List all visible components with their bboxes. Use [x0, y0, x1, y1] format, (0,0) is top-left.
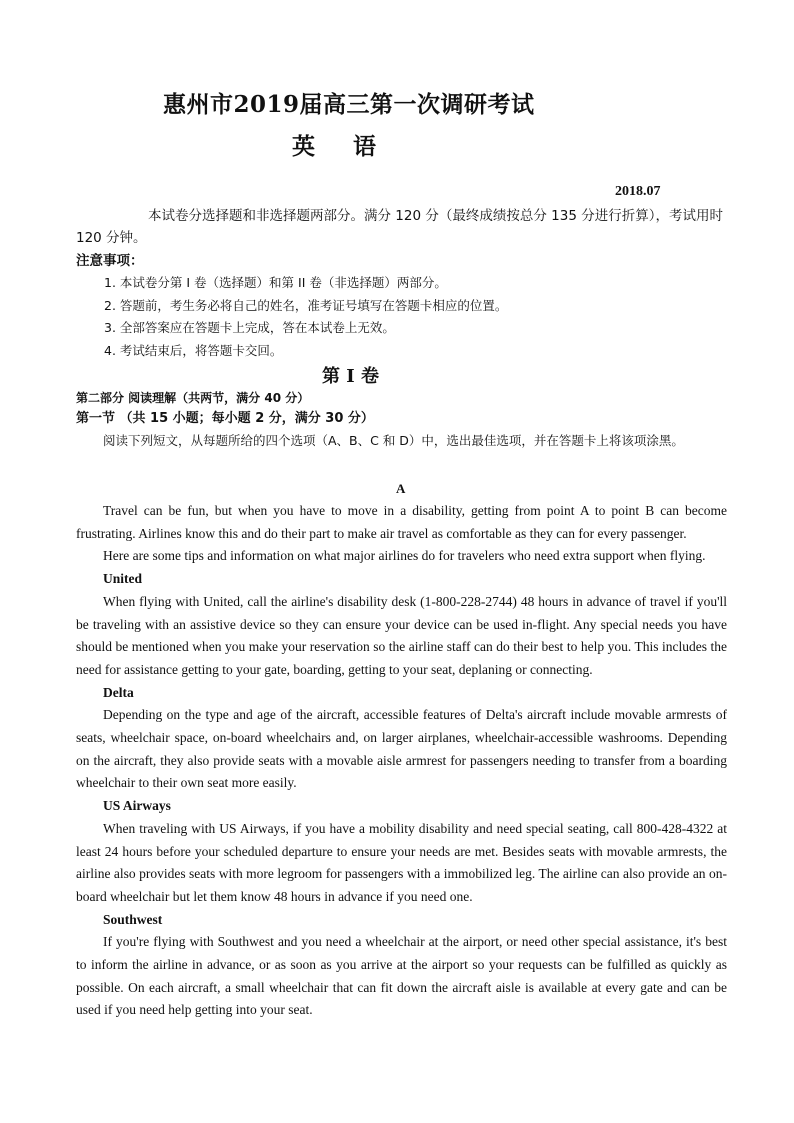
passage-paragraph: Travel can be fun, but when you have to move in a disability, getting from point A to point B can become frustrating. Airlines know this and do their part to make air travel as comfortable as they can for every passenger.: [76, 503, 727, 541]
instructions-text: 阅读下列短文，从每题所给的四个选项（A、B、C 和 D）中，选出最佳选项，并在答题卡上将该项涂黑。: [103, 433, 684, 448]
exam-title: 惠州市2019届高三第一次调研考试: [163, 91, 535, 118]
section-header-block: [76, 388, 727, 453]
exam-date: 2018.07: [615, 184, 661, 199]
subject-title: [292, 128, 376, 161]
intro-block: [76, 205, 727, 249]
part-title: 第二部分 阅读理解（共两节，满分 40 分）: [76, 391, 310, 405]
airline-heading-us-airways: US Airways: [103, 798, 171, 814]
notice-item: 3. 全部答案应在答题卡上完成，答在本试卷上无效。: [104, 320, 395, 335]
subject-char-1: 英: [292, 133, 315, 160]
passage-body: [76, 500, 727, 1022]
notice-item: 1. 本试卷分第 I 卷（选择题）和第 II 卷（非选择题）两部分。: [104, 275, 447, 290]
intro-text: 本试卷分选择题和非选择题两部分。满分 120 分（最终成绩按总分 135 分进行折算），考试用时 120 分钟。: [76, 208, 723, 246]
notice-item: 4. 考试结束后，将答题卡交回。: [104, 342, 283, 358]
airline-paragraph-delta: Depending on the type and age of the aircraft, accessible features of Delta's aircraft include movable armrests of seats, wheelchair space, on-board wheelchairs and, on larger airplanes, wheelchair-accessible washrooms. Depending on the aircraft, they also provide seats with a movable aisle armrest for passengers needing to transfer from a boarding wheelchair to their own seat more easily.: [76, 707, 727, 791]
airline-paragraph-us-airways: When traveling with US Airways, if you have a mobility disability and need special seating, call 800-428-4322 at least 24 hours before your scheduled departure to ensure your needs are met. Besides seats with movable armrests, the airline also provides seats with more legroom for passengers with a immobilized leg. The airline can also provide an on-board wheelchair but let them know 48 hours in advance if you need one.: [76, 820, 727, 904]
section-title: 第一节 （共 15 小题；每小题 2 分，满分 30 分）: [76, 411, 374, 426]
subject-char-2: 语: [353, 133, 376, 160]
airline-paragraph-southwest: If you're flying with Southwest and you need a wheelchair at the airport, or need other special assistance, it's best to inform the airline in advance, or as soon as you arrive at the airport so your requests can be fulfilled as quickly as possible. On each aircraft, a small wheelchair that can fit down the aircraft aisle is available at every gate and can be used if you need help getting into your seat.: [76, 934, 727, 1018]
airline-paragraph-united: When flying with United, call the airline's disability desk (1-800-228-2744) 48 hours in advance of travel if you'll be traveling with an assistive device so they can ensure your device can be used in-flight. Any special needs you have should be mentioned when you make your reservation so the airline staff can do their best to help you. This includes the need for assistance getting to your gate, boarding, getting to your seat, deplaning or connecting.: [76, 593, 727, 677]
notice-block: [76, 250, 727, 362]
airline-heading-delta: Delta: [103, 684, 134, 700]
airline-heading-southwest: Southwest: [103, 911, 163, 927]
passage-letter: A: [396, 481, 406, 496]
notice-item: 2. 答题前，考生务必将自己的姓名，准考证号填写在答题卡相应的位置。: [104, 297, 508, 313]
passage-paragraph: Here are some tips and information on what major airlines do for travelers who need extra support when flying.: [103, 548, 706, 564]
volume-title: 第 I 卷: [322, 366, 379, 387]
airline-heading-united: United: [103, 571, 143, 587]
notice-heading: 注意事项：: [76, 253, 144, 269]
